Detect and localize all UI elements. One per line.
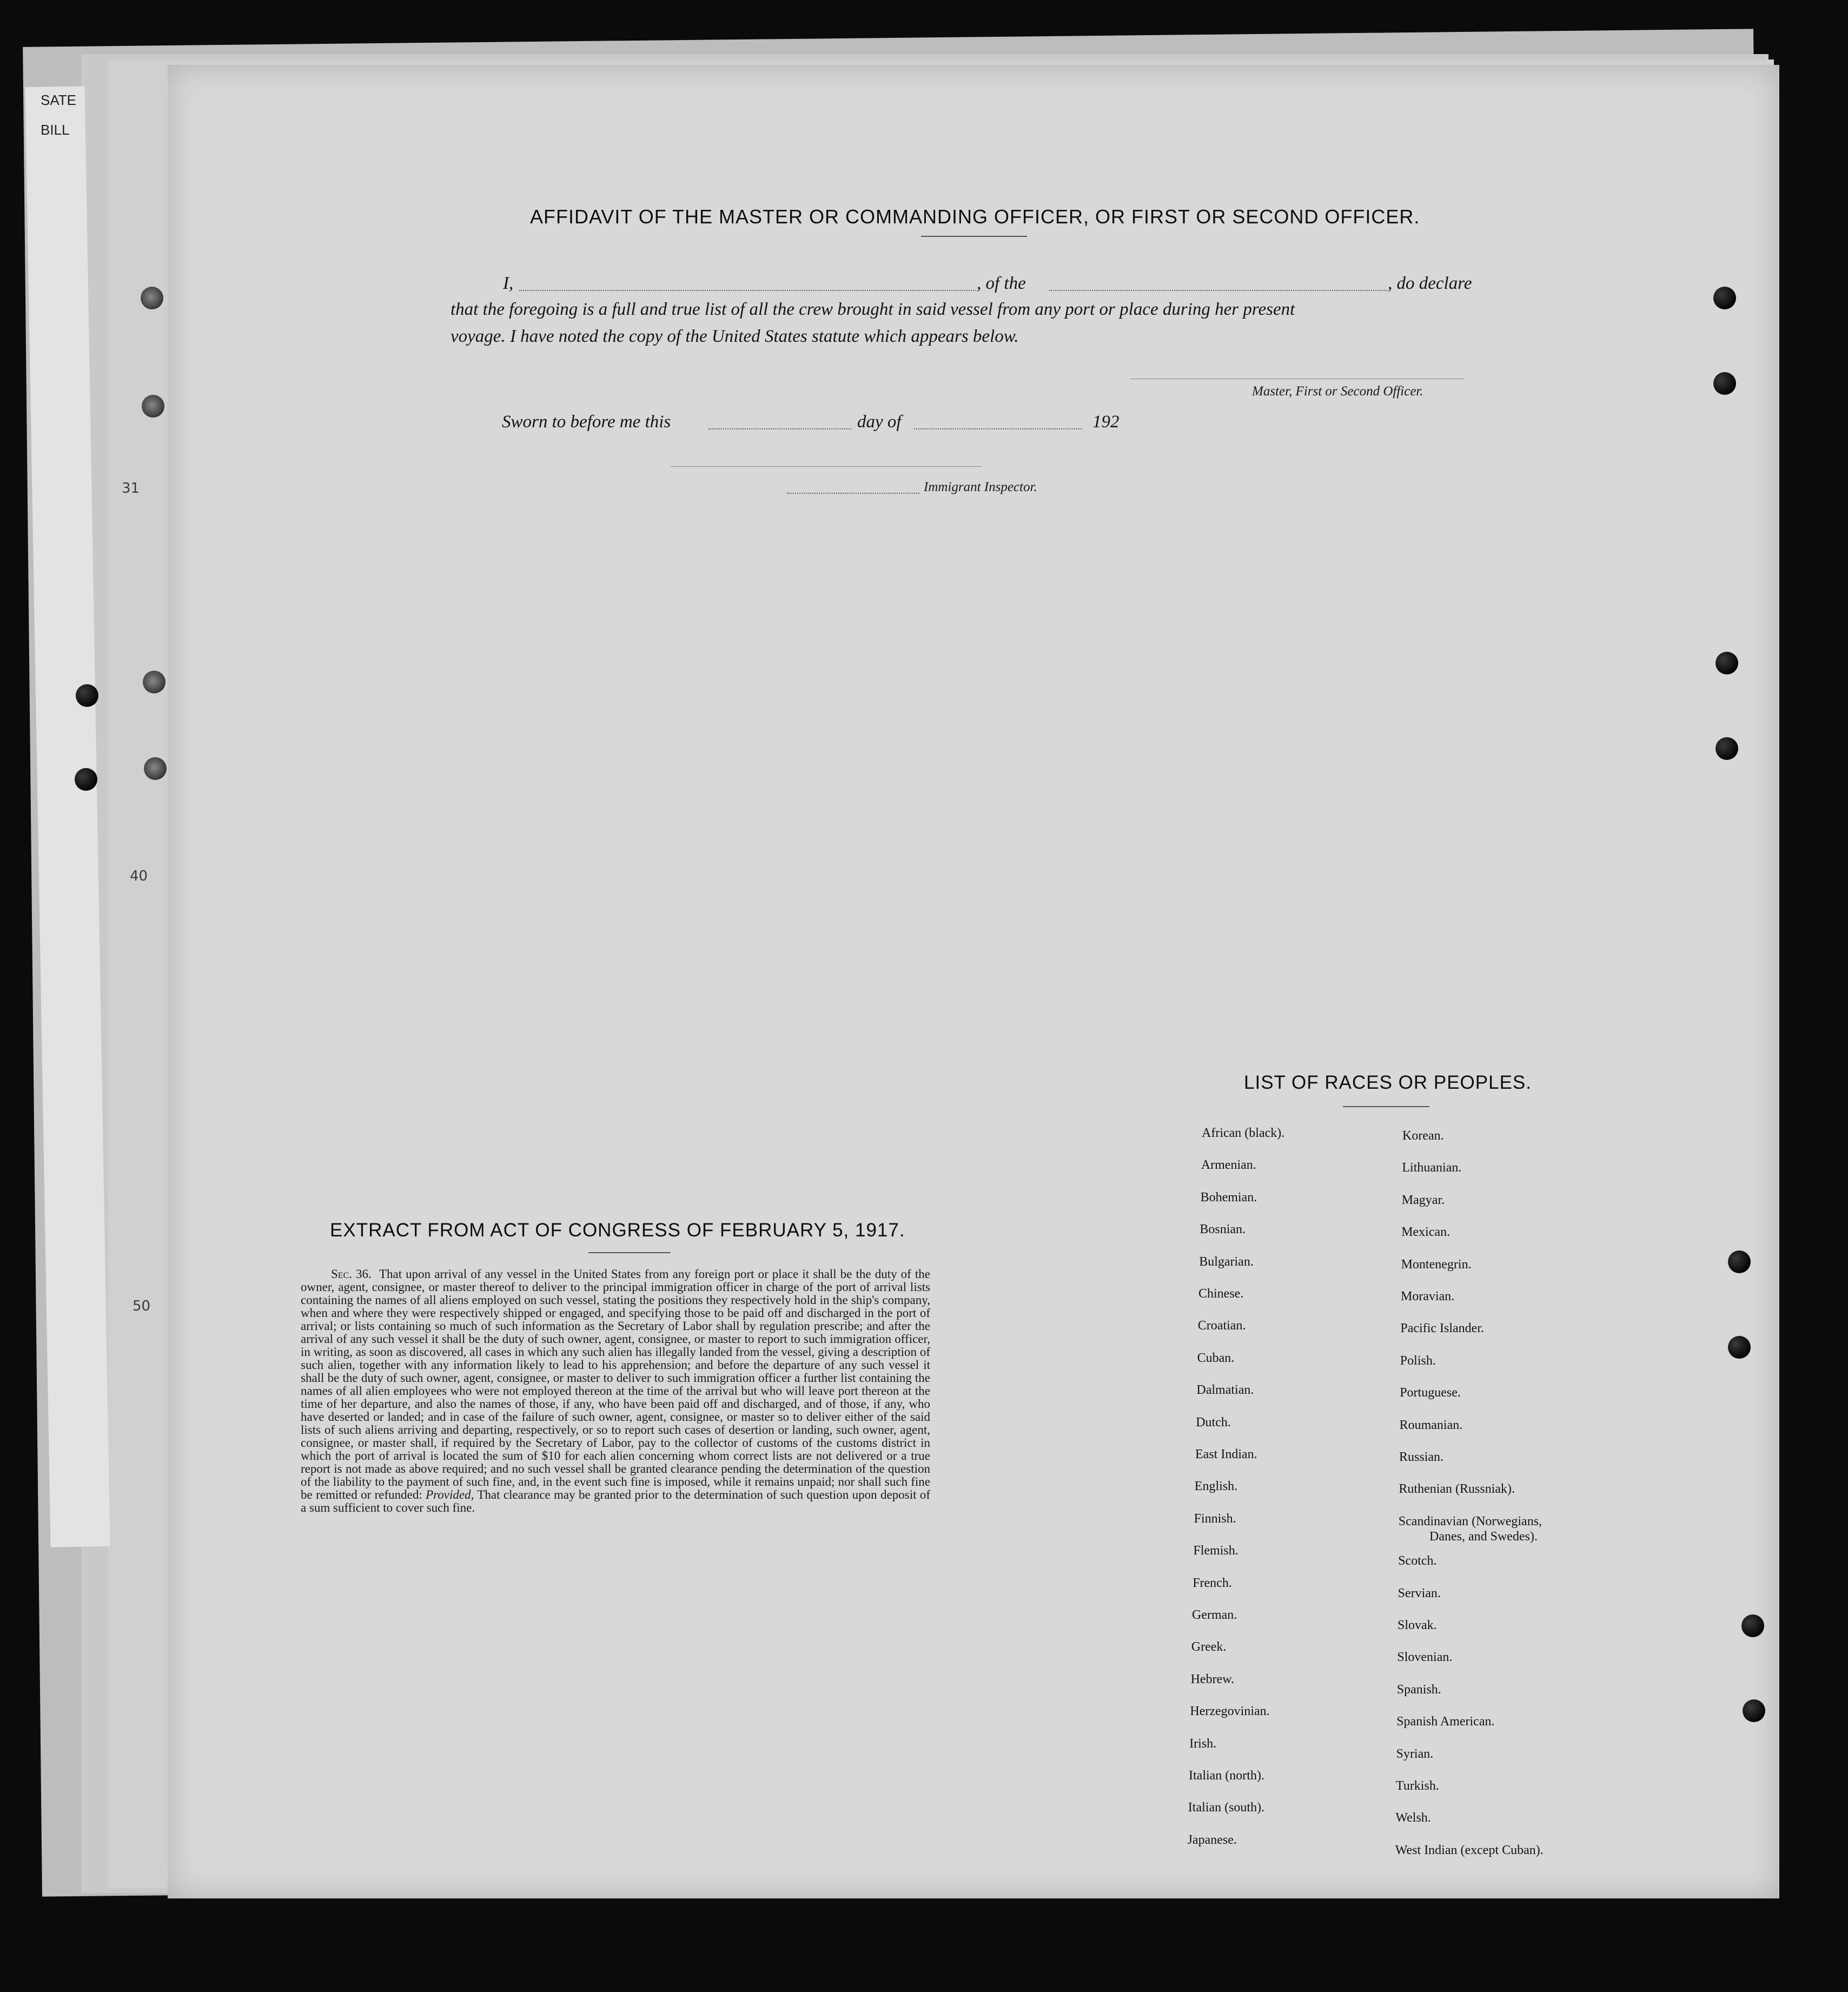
declaration-prefix: I,: [503, 274, 514, 293]
declaration-line-2: that the foregoing is a full and true list of all the crew brought in said vessel from any port or place during her present: [451, 300, 1295, 319]
race-item: Italian (south).: [1188, 1801, 1265, 1815]
race-item: Servian.: [1397, 1586, 1441, 1600]
race-item: African (black).: [1202, 1126, 1285, 1140]
day-blank: [708, 428, 852, 429]
race-item: Russian.: [1399, 1450, 1444, 1464]
punch-hole: [142, 395, 164, 418]
punch-hole: [1713, 287, 1736, 309]
name-blank: [519, 290, 976, 291]
punch-hole: [143, 671, 165, 693]
punch-hole: [75, 768, 97, 791]
affidavit-title: AFFIDAVIT OF THE MASTER OR COMMANDING OFFICER, OR FIRST OR SECOND OFFICER.: [530, 206, 1420, 228]
race-item: Ruthenian (Russniak).: [1399, 1482, 1515, 1497]
punch-hole: [1715, 737, 1738, 760]
race-item: Irish.: [1189, 1736, 1217, 1751]
master-caption: Master, First or Second Officer.: [1252, 384, 1423, 399]
pencil-note: 31: [122, 480, 140, 497]
sworn-year: 192: [1092, 412, 1120, 432]
extract-body: [301, 1268, 930, 1514]
punch-hole: [1713, 372, 1736, 395]
race-item: Pacific Islander.: [1400, 1321, 1484, 1336]
race-item: Bosnian.: [1200, 1222, 1246, 1237]
sworn-mid: day of: [857, 412, 902, 432]
punch-hole: [1715, 652, 1738, 674]
punch-hole: [1743, 1699, 1765, 1722]
race-item: French.: [1193, 1576, 1232, 1590]
race-item: Hebrew.: [1190, 1672, 1234, 1686]
race-item: German.: [1192, 1608, 1237, 1622]
race-item: Italian (north).: [1189, 1769, 1264, 1783]
race-item: Roumanian.: [1399, 1418, 1463, 1432]
month-blank: [914, 428, 1082, 429]
race-item-continuation: Danes, and Swedes).: [1429, 1529, 1538, 1544]
race-item: Scandinavian (Norwegians,: [1398, 1514, 1542, 1528]
race-item: Polish.: [1400, 1353, 1436, 1368]
declaration-mid: , of the: [977, 274, 1026, 293]
race-item: Spanish American.: [1396, 1715, 1495, 1729]
race-item: Cuban.: [1197, 1351, 1235, 1365]
extract-rule: [588, 1252, 671, 1253]
race-item: West Indian (except Cuban).: [1395, 1843, 1544, 1857]
punch-hole: [144, 757, 167, 780]
extract-text-1: That upon arrival of any vessel in the United States from any foreign port or place it shall be the duty of the owner, agent, consignee, or master thereof to deliver to the principal immigration officer in charge of the port of arrival lists containing the names of all aliens employed on such vessel, stating the positions they respectively hold in the ship's company, when and where they were respectively shipped or engaged, and specifying those to be paid off and discharged in the port of arrival; or lists containing so much of such information as the Secretary of Labor shall by regulation prescribe; and after the arrival of any such vessel it shall be the duty of such owner, agent, consignee, or master to report to such immigration officer, in writing, as soon as discovered, all cases in which any such alien has illegally landed from the vessel, giving a description of such alien, together with any information likely to lead to his apprehension; and before the departure of any such vessel it shall be the duty of such owner, agent, consignee, or master to deliver to such immigration officer a further list containing the names of all alien employees who were not employed thereon at the time of the arrival but who will leave port thereon at the time of her departure, and also the names of those, if any, who have been paid off and discharged, and of those, if any, who have deserted or landed; and in case of the failure of such owner, agent, consignee, or master so to deliver either of the said lists of such aliens arriving and departing, respectively, or so to report such cases of desertion or landing, such owner, agent, consignee, or master shall, if required by the Secretary of Labor, pay to the collector of customs of the customs district in which the port of arrival is located the sum of $10 for each alien concerning whom correct lists are not delivered or a true report is not made as above required; and no such vessel shall be granted clearance pending the determination of the question of the liability to the payment of such fine, and, in the event such fine is imposed, while it remains unpaid; nor shall such fine be remitted or refunded:: [301, 1267, 930, 1501]
race-item: Chinese.: [1198, 1287, 1244, 1301]
race-item: Bulgarian.: [1199, 1254, 1254, 1269]
race-item: Armenian.: [1201, 1158, 1256, 1173]
race-item: Dutch.: [1196, 1415, 1231, 1430]
provided-label: Provided,: [426, 1488, 474, 1501]
punch-hole: [1728, 1336, 1751, 1359]
declaration-suffix: , do declare: [1388, 274, 1472, 293]
race-item: Dalmatian.: [1196, 1383, 1254, 1398]
races-rule: [1343, 1106, 1429, 1107]
inspector-blank: [787, 493, 919, 494]
declaration-line-3: voyage. I have noted the copy of the United States statute which appears below.: [451, 327, 1019, 346]
sworn-prefix: Sworn to before me this: [502, 412, 671, 432]
race-item: Montenegrin.: [1401, 1257, 1472, 1272]
pencil-note: 40: [130, 868, 148, 884]
race-item: Japanese.: [1187, 1832, 1237, 1847]
extract-text-2: That clearance may be granted prior to the determination of such question upon deposit of a sum sufficient to cover such fine.: [301, 1488, 931, 1514]
race-item: Bohemian.: [1200, 1190, 1257, 1205]
race-item: Turkish.: [1396, 1779, 1439, 1793]
punch-hole: [76, 684, 98, 707]
race-item: Flemish.: [1193, 1544, 1238, 1558]
inspector-caption: Immigrant Inspector.: [924, 480, 1037, 494]
race-item: Korean.: [1402, 1129, 1444, 1143]
race-item: East Indian.: [1195, 1447, 1257, 1461]
race-item: Greek.: [1191, 1640, 1227, 1655]
extract-title: EXTRACT FROM ACT OF CONGRESS OF FEBRUARY 5, 1917.: [330, 1220, 905, 1241]
race-item: English.: [1194, 1479, 1238, 1494]
title-rule: [921, 236, 1027, 237]
edge-text: BILL: [41, 122, 70, 138]
section-label: Sec. 36.: [331, 1267, 372, 1281]
vessel-blank: [1049, 290, 1387, 291]
race-item: Spanish.: [1396, 1682, 1441, 1697]
punch-hole: [1728, 1250, 1751, 1273]
race-item: Scotch.: [1398, 1554, 1437, 1569]
race-item: Moravian.: [1401, 1289, 1455, 1303]
pencil-note: 50: [133, 1298, 151, 1314]
race-item: Welsh.: [1395, 1811, 1431, 1825]
race-item: Portuguese.: [1400, 1386, 1461, 1400]
inspector-signature-line: [671, 466, 982, 467]
race-item: Slovenian.: [1397, 1650, 1453, 1665]
race-item: Magyar.: [1401, 1193, 1445, 1207]
race-item: Mexican.: [1401, 1225, 1450, 1240]
races-title: LIST OF RACES OR PEOPLES.: [1244, 1072, 1532, 1093]
edge-text: SATE: [41, 92, 76, 108]
race-item: Herzegovinian.: [1190, 1704, 1270, 1719]
race-item: Croatian.: [1197, 1319, 1246, 1333]
race-item: Syrian.: [1396, 1746, 1434, 1761]
race-item: Finnish.: [1194, 1511, 1236, 1526]
race-item: Lithuanian.: [1402, 1161, 1462, 1175]
race-item: Slovak.: [1397, 1618, 1437, 1632]
punch-hole: [141, 287, 163, 309]
punch-hole: [1741, 1614, 1764, 1637]
